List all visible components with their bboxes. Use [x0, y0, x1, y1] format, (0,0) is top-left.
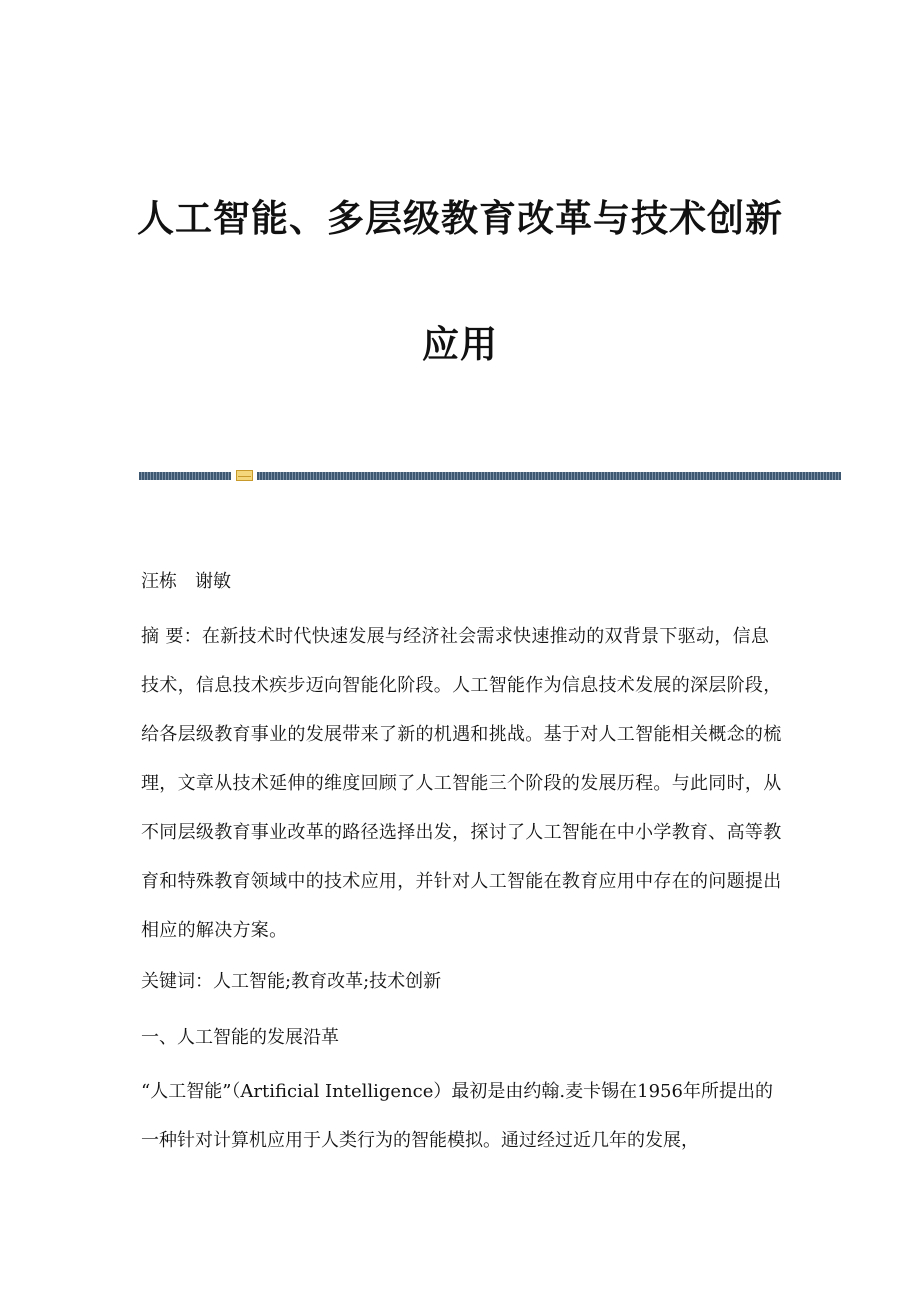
- authors: 汪栋 谢敏: [141, 571, 231, 592]
- abstract: 摘 要：在新技术时代快速发展与经济社会需求快速推动的双背景下驱动，信息技术，信息技术疾步迈向智能化阶段。人工智能作为信息技术发展的深层阶段，给各层级教育事业的发展带来了新的机遇和挑战。基于对人工智能相关概念的梳理，文章从技术延伸的维度回顾了人工智能三个阶段的发展历程。与此同时，从不同层级教育事业改革的路径选择出发，探讨了人工智能在中小学教育、高等教育和特殊教育领域中的技术应用，并针对人工智能在教育应用中存在的问题提出相应的解决方案。: [141, 626, 782, 941]
- divider-bar-left: [139, 472, 231, 480]
- keywords: 关键词：人工智能;教育改革;技术创新: [141, 971, 442, 992]
- title-divider: [139, 470, 841, 480]
- title-line-2: 应用: [422, 322, 498, 366]
- section-heading: 一、人工智能的发展沿革: [141, 1027, 339, 1048]
- divider-bar-right: [257, 472, 841, 480]
- title-line-1: 人工智能、多层级教育改革与技术创新: [137, 196, 783, 240]
- envelope-ornament-icon: [236, 470, 253, 481]
- intro-paragraph: “人工智能”（Artificial Intelligence）最初是由约翰.麦卡锡在1956年所提出的一种针对计算机应用于人类行为的智能模拟。通过经过近几年的发展，: [141, 1081, 773, 1151]
